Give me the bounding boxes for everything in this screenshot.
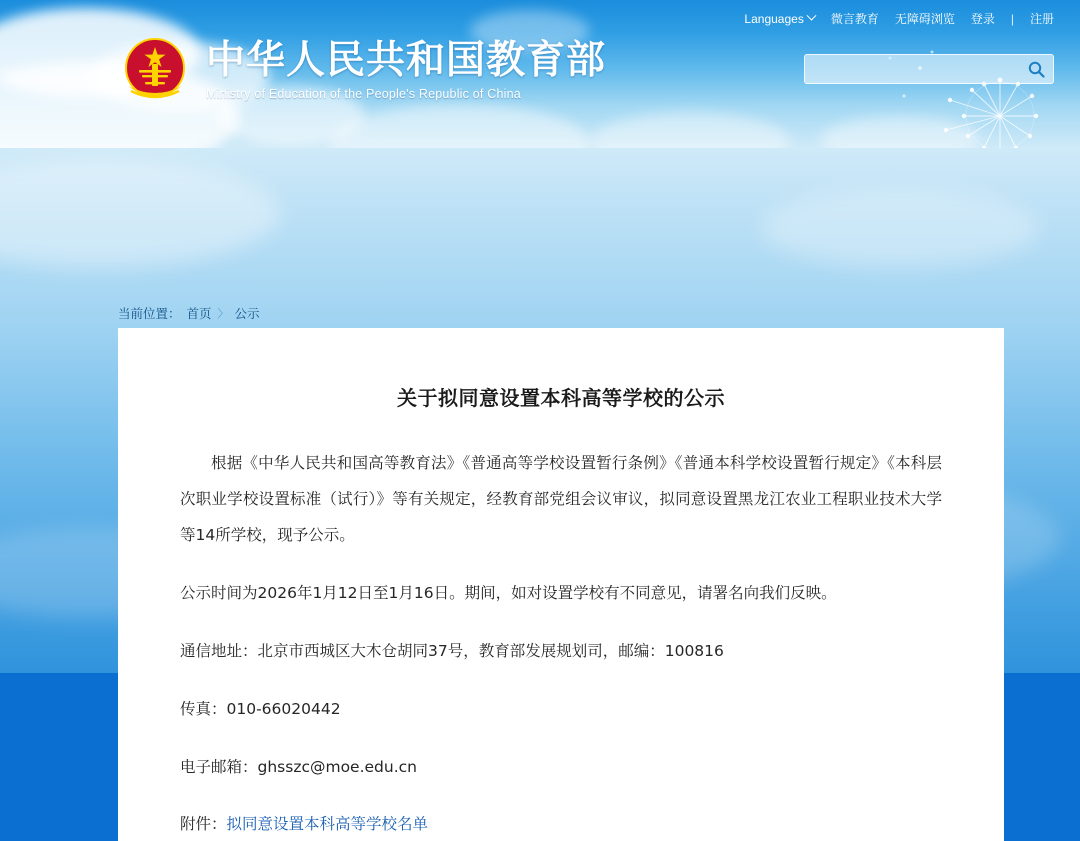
languages-menu[interactable]: [744, 12, 814, 26]
attachment-row: [180, 807, 942, 841]
article-paragraph: 传真：010-66020442: [180, 700, 341, 718]
cloud-decoration: [760, 188, 1040, 268]
article-paragraph: 电子邮箱：ghsszc@moe.edu.cn: [180, 758, 417, 776]
site-banner: [0, 0, 1080, 148]
search-icon: [1028, 61, 1045, 78]
weiyan-jiaoyu-link[interactable]: 微言教育: [830, 12, 879, 26]
national-emblem-icon: [118, 34, 192, 108]
page-background: [0, 148, 1080, 833]
attachment-link[interactable]: 拟同意设置本科高等学校名单: [226, 815, 429, 833]
search-button[interactable]: [1019, 55, 1053, 83]
breadcrumb-item-notice[interactable]: 公示: [234, 307, 260, 321]
chevron-down-icon: [806, 11, 816, 21]
breadcrumb-item-home[interactable]: 首页: [186, 307, 212, 321]
site-logo-block[interactable]: [118, 34, 606, 108]
search-box[interactable]: [804, 54, 1054, 84]
site-title-cn: 中华人民共和国教育部: [206, 38, 607, 84]
register-link[interactable]: 注册: [1029, 12, 1054, 26]
cloud-decoration: [0, 158, 280, 268]
breadcrumb-prefix: 当前位置：: [118, 307, 181, 321]
attachment-label: 附件：: [180, 815, 227, 833]
article-paragraph: 通信地址：北京市西城区大木仓胡同37号，教育部发展规划司，邮编：100816: [180, 642, 724, 660]
article-paragraph: 根据《中华人民共和国高等教育法》《普通高等学校设置暂行条例》《普通本科学校设置暂行规定》《本科层次职业学校设置标准（试行）》等有关规定，经教育部党组会议审议，拟同意设置黑龙江农业工程职业技术大学等14所学校，现予公示。: [180, 454, 942, 544]
breadcrumb: [118, 304, 260, 322]
languages-label: Languages: [744, 11, 804, 26]
article-card: [118, 328, 1004, 841]
page-title: 关于拟同意设置本科高等学校的公示: [397, 386, 725, 410]
site-title-group: [206, 38, 607, 101]
site-title-en: Ministry of Education of the People's Republic of China: [206, 86, 521, 101]
top-navigation: [744, 10, 1054, 27]
article-paragraph: 公示时间为2026年1月12日至1月16日。期间，如对设置学校有不同意见，请署名向我们反映。: [180, 584, 837, 602]
search-input[interactable]: [805, 56, 1019, 82]
nav-separator: |: [1010, 11, 1014, 26]
accessibility-link[interactable]: 无障碍浏览: [894, 12, 955, 26]
breadcrumb-separator-icon: 〉: [217, 308, 229, 320]
login-link[interactable]: 登录: [970, 12, 995, 26]
